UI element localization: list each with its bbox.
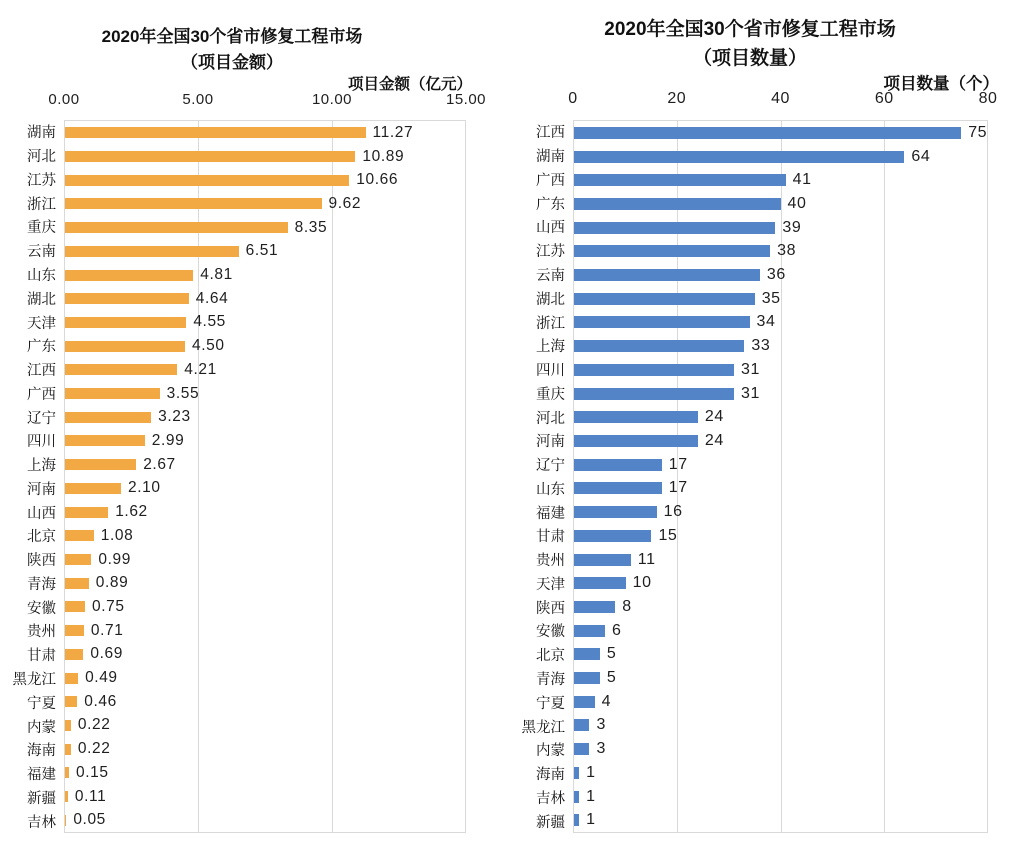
bar-row xyxy=(65,358,465,382)
value-label: 11 xyxy=(637,550,656,568)
category-label: 海南 xyxy=(536,767,565,784)
bar-row xyxy=(65,690,465,714)
bar-row xyxy=(574,500,987,524)
value-label: 24 xyxy=(704,431,724,449)
category-label: 江苏 xyxy=(536,244,565,261)
value-label: 4.21 xyxy=(184,360,217,378)
category-label: 山东 xyxy=(536,481,565,498)
value-label: 17 xyxy=(668,479,688,497)
bar xyxy=(65,507,108,518)
bar xyxy=(65,198,322,209)
bar xyxy=(65,767,69,778)
bar-row xyxy=(574,524,987,548)
bar xyxy=(574,411,698,423)
bar xyxy=(574,814,579,826)
bar xyxy=(65,151,355,162)
bar xyxy=(65,435,145,446)
category-label: 贵州 xyxy=(27,624,56,641)
value-label: 0.99 xyxy=(98,550,131,568)
bar xyxy=(65,127,366,138)
category-label: 陕西 xyxy=(536,600,565,617)
x-axis-unit-label: 项目数量（个） xyxy=(883,75,999,93)
value-label: 0.71 xyxy=(90,621,124,639)
bar xyxy=(65,625,84,636)
bar-row xyxy=(65,808,465,832)
category-column xyxy=(0,120,56,833)
bar-row xyxy=(574,168,987,192)
bar-row xyxy=(574,216,987,240)
category-label: 陕西 xyxy=(27,553,56,570)
bar-row xyxy=(65,453,465,477)
value-label: 38 xyxy=(777,242,797,260)
value-label: 34 xyxy=(756,313,776,331)
bar xyxy=(65,246,239,257)
bar xyxy=(574,719,589,731)
x-axis-tick-label: 15.00 xyxy=(445,91,487,108)
x-axis-tick-label: 60 xyxy=(874,90,894,107)
category-label: 海南 xyxy=(27,743,56,760)
bar-row xyxy=(574,311,987,335)
plot-area xyxy=(64,120,466,833)
value-label: 4.64 xyxy=(195,289,229,307)
value-label: 40 xyxy=(787,194,807,212)
bar xyxy=(574,625,605,637)
value-label: 0.11 xyxy=(74,787,107,805)
bar-row xyxy=(574,571,987,595)
bar xyxy=(65,530,94,541)
x-axis-unit-label: 项目金额（亿元） xyxy=(347,76,472,93)
bar-row xyxy=(65,192,465,216)
bar-row xyxy=(574,737,987,761)
category-label: 湖南 xyxy=(536,149,565,166)
bar-row xyxy=(574,405,987,429)
bar xyxy=(574,696,595,708)
chart-project-amount xyxy=(0,0,500,856)
bar-row xyxy=(65,216,465,240)
bar-row xyxy=(574,477,987,501)
bar-row xyxy=(574,690,987,714)
category-label: 山西 xyxy=(536,220,565,237)
category-label: 内蒙 xyxy=(536,743,565,760)
bar-row xyxy=(65,785,465,809)
bar-row xyxy=(65,405,465,429)
plot-area xyxy=(573,120,988,833)
value-label: 0.22 xyxy=(77,716,111,734)
bar xyxy=(65,222,288,233)
bar-row xyxy=(65,477,465,501)
bar-row xyxy=(65,121,465,145)
category-label: 黑龙江 xyxy=(521,719,565,736)
category-label: 山西 xyxy=(27,505,56,522)
value-label: 10 xyxy=(632,574,652,592)
category-label: 北京 xyxy=(27,529,56,546)
x-axis-tick-label: 0 xyxy=(568,90,578,107)
value-label: 3.23 xyxy=(158,408,191,426)
bar-row xyxy=(574,453,987,477)
bar xyxy=(65,293,189,304)
bar xyxy=(65,175,349,186)
value-label: 6.51 xyxy=(245,242,279,260)
category-label: 重庆 xyxy=(27,220,56,237)
bar-row xyxy=(574,595,987,619)
category-label: 贵州 xyxy=(536,553,565,570)
category-label: 天津 xyxy=(536,576,565,593)
bar xyxy=(65,459,136,470)
bar-row xyxy=(574,263,987,287)
bar-row xyxy=(65,666,465,690)
bar xyxy=(65,364,177,375)
value-label: 0.69 xyxy=(90,645,123,663)
bar xyxy=(65,317,186,328)
category-label: 四川 xyxy=(27,434,56,451)
value-label: 5 xyxy=(606,645,617,663)
value-label: 6 xyxy=(611,621,622,639)
x-axis-tick-label: 20 xyxy=(667,90,687,107)
value-label: 41 xyxy=(792,171,812,189)
value-label: 4.81 xyxy=(200,266,233,284)
bar-row xyxy=(65,642,465,666)
chart-title xyxy=(530,15,970,73)
value-label: 15 xyxy=(658,526,678,544)
value-label: 24 xyxy=(704,408,724,426)
category-label: 内蒙 xyxy=(27,719,56,736)
bar-row xyxy=(65,714,465,738)
bar xyxy=(65,601,85,612)
x-axis-ticks xyxy=(48,91,487,109)
category-label: 甘肃 xyxy=(536,529,565,546)
value-label: 0.49 xyxy=(85,669,118,687)
category-label: 湖北 xyxy=(27,291,56,308)
category-label: 福建 xyxy=(536,505,565,522)
bar xyxy=(65,341,185,352)
value-label: 1 xyxy=(586,763,596,781)
bar-row xyxy=(65,240,465,264)
bar xyxy=(65,554,91,565)
x-axis-tick-label: 0.00 xyxy=(48,91,80,108)
bar-row xyxy=(65,595,465,619)
category-label: 甘肃 xyxy=(27,648,56,665)
bar xyxy=(65,388,160,399)
category-column xyxy=(505,120,565,833)
value-label: 31 xyxy=(741,360,761,378)
bar xyxy=(65,815,66,826)
bar-row xyxy=(65,168,465,192)
category-label: 宁夏 xyxy=(27,695,56,712)
bar xyxy=(574,791,579,803)
bar-row xyxy=(574,382,987,406)
value-label: 36 xyxy=(766,266,786,284)
bar xyxy=(574,174,786,186)
bar xyxy=(574,245,770,257)
bar xyxy=(65,673,78,684)
bar-row xyxy=(574,145,987,169)
category-label: 河南 xyxy=(27,481,56,498)
category-label: 天津 xyxy=(27,315,56,332)
value-label: 4.55 xyxy=(193,313,226,331)
value-label: 11.27 xyxy=(372,123,414,141)
bar-row xyxy=(65,287,465,311)
value-label: 10.66 xyxy=(356,171,399,189)
value-label: 5 xyxy=(606,669,617,687)
category-label: 浙江 xyxy=(27,196,56,213)
bar-row xyxy=(65,429,465,453)
bar xyxy=(65,270,193,281)
category-label: 吉林 xyxy=(536,790,565,807)
bar-row xyxy=(65,382,465,406)
chart-title-line1: 2020年全国30个省市修复工程市场 xyxy=(604,19,896,40)
category-label: 安徽 xyxy=(27,600,56,617)
category-label: 江苏 xyxy=(27,172,56,189)
bar-row xyxy=(574,808,987,832)
category-label: 广东 xyxy=(27,339,56,356)
value-label: 4 xyxy=(601,692,612,710)
bar xyxy=(65,578,89,589)
value-label: 3 xyxy=(596,716,606,734)
category-label: 广西 xyxy=(27,386,56,403)
bar-row xyxy=(65,524,465,548)
bar xyxy=(574,340,744,352)
bar-row xyxy=(574,287,987,311)
bar-row xyxy=(65,263,465,287)
bar xyxy=(65,412,151,423)
category-label: 青海 xyxy=(536,671,565,688)
category-label: 青海 xyxy=(27,576,56,593)
value-label: 0.22 xyxy=(77,740,111,758)
bar xyxy=(65,791,68,802)
value-label: 3.55 xyxy=(166,384,200,402)
x-axis-tick-label: 10.00 xyxy=(311,91,353,108)
category-label: 广东 xyxy=(536,196,565,213)
bar-row xyxy=(574,192,987,216)
bar xyxy=(574,648,600,660)
category-label: 河北 xyxy=(536,410,565,427)
category-label: 四川 xyxy=(536,363,565,380)
value-label: 1 xyxy=(586,787,596,805)
category-label: 云南 xyxy=(536,267,565,284)
value-label: 1.08 xyxy=(100,526,134,544)
bar xyxy=(574,530,651,542)
bar-row xyxy=(574,714,987,738)
bar-row xyxy=(574,429,987,453)
category-label: 重庆 xyxy=(536,386,565,403)
value-label: 10.89 xyxy=(362,147,405,165)
category-label: 江西 xyxy=(27,363,56,380)
value-label: 2.99 xyxy=(151,431,185,449)
value-label: 31 xyxy=(741,384,761,402)
value-label: 0.15 xyxy=(76,763,109,781)
bar xyxy=(65,696,77,707)
bar xyxy=(574,151,904,163)
value-label: 0.46 xyxy=(84,692,117,710)
bar-row xyxy=(574,121,987,145)
value-label: 2.10 xyxy=(128,479,161,497)
category-label: 浙江 xyxy=(536,315,565,332)
bar-row xyxy=(574,548,987,572)
bar-row xyxy=(65,334,465,358)
category-label: 吉林 xyxy=(27,814,56,831)
bar xyxy=(574,672,600,684)
value-label: 75 xyxy=(968,123,988,141)
value-label: 0.89 xyxy=(95,574,129,592)
value-label: 33 xyxy=(751,337,771,355)
x-axis-tick-label: 40 xyxy=(771,90,790,107)
bar-row xyxy=(574,619,987,643)
category-label: 河南 xyxy=(536,434,565,451)
value-label: 1 xyxy=(586,811,596,829)
bar xyxy=(574,459,662,471)
value-label: 4.50 xyxy=(192,337,225,355)
bar xyxy=(574,506,657,518)
category-label: 宁夏 xyxy=(536,695,565,712)
value-label: 17 xyxy=(668,455,688,473)
value-label: 9.62 xyxy=(328,194,362,212)
bar xyxy=(574,269,760,281)
value-label: 1.62 xyxy=(115,503,148,521)
bar-row xyxy=(65,548,465,572)
category-label: 上海 xyxy=(536,339,565,356)
bar-row xyxy=(65,500,465,524)
value-label: 2.67 xyxy=(143,455,176,473)
value-label: 16 xyxy=(663,503,683,521)
value-label: 35 xyxy=(761,289,781,307)
bar-row xyxy=(574,240,987,264)
category-label: 江西 xyxy=(536,125,565,142)
bar-row xyxy=(574,785,987,809)
bar-row xyxy=(574,358,987,382)
value-label: 8.35 xyxy=(294,218,328,236)
category-label: 安徽 xyxy=(536,624,565,641)
bar xyxy=(574,198,781,210)
category-label: 辽宁 xyxy=(536,458,565,475)
value-label: 3 xyxy=(596,740,606,758)
bar xyxy=(65,744,71,755)
bar xyxy=(65,649,83,660)
bar-row xyxy=(65,619,465,643)
bar xyxy=(574,767,579,779)
category-label: 广西 xyxy=(536,172,565,189)
value-label: 0.75 xyxy=(92,597,125,615)
bar xyxy=(574,388,734,400)
bar xyxy=(574,577,626,589)
bar-row xyxy=(65,311,465,335)
bar xyxy=(574,222,775,234)
category-label: 湖北 xyxy=(536,291,565,308)
category-label: 湖南 xyxy=(27,125,56,142)
x-axis-tick-label: 80 xyxy=(978,90,998,107)
bar xyxy=(574,482,662,494)
value-label: 0.05 xyxy=(73,811,106,829)
value-label: 8 xyxy=(622,597,632,615)
bar-row xyxy=(574,761,987,785)
x-axis-tick-label: 5.00 xyxy=(182,91,214,108)
bar xyxy=(574,743,589,755)
value-label: 39 xyxy=(782,218,802,236)
category-label: 新疆 xyxy=(536,814,565,831)
bar xyxy=(574,293,755,305)
chart-title-line1: 2020年全国30个省市修复工程市场 xyxy=(101,27,363,46)
chart-title xyxy=(22,24,442,76)
bar-row xyxy=(574,666,987,690)
bar-row xyxy=(65,737,465,761)
bar xyxy=(574,601,615,613)
category-label: 山东 xyxy=(27,267,56,284)
bar xyxy=(574,364,734,376)
bar xyxy=(574,316,750,328)
category-label: 北京 xyxy=(536,648,565,665)
value-label: 64 xyxy=(911,147,931,165)
bar-row xyxy=(574,642,987,666)
chart-title-line2: （项目金额） xyxy=(181,53,283,72)
category-label: 河北 xyxy=(27,149,56,166)
bar xyxy=(574,127,961,139)
bar xyxy=(65,720,71,731)
bar-row xyxy=(65,571,465,595)
bar-row xyxy=(574,334,987,358)
bar-row xyxy=(65,761,465,785)
category-label: 新疆 xyxy=(27,790,56,807)
bar-row xyxy=(65,145,465,169)
x-axis-ticks xyxy=(568,90,998,108)
bar xyxy=(65,483,121,494)
bar xyxy=(574,554,631,566)
bar xyxy=(574,435,698,447)
chart-title-line2: （项目数量） xyxy=(692,48,807,69)
category-label: 福建 xyxy=(27,767,56,784)
category-label: 黑龙江 xyxy=(12,671,56,688)
category-label: 上海 xyxy=(27,458,56,475)
category-label: 云南 xyxy=(27,244,56,261)
chart-project-count xyxy=(505,0,1009,856)
category-label: 辽宁 xyxy=(27,410,56,427)
